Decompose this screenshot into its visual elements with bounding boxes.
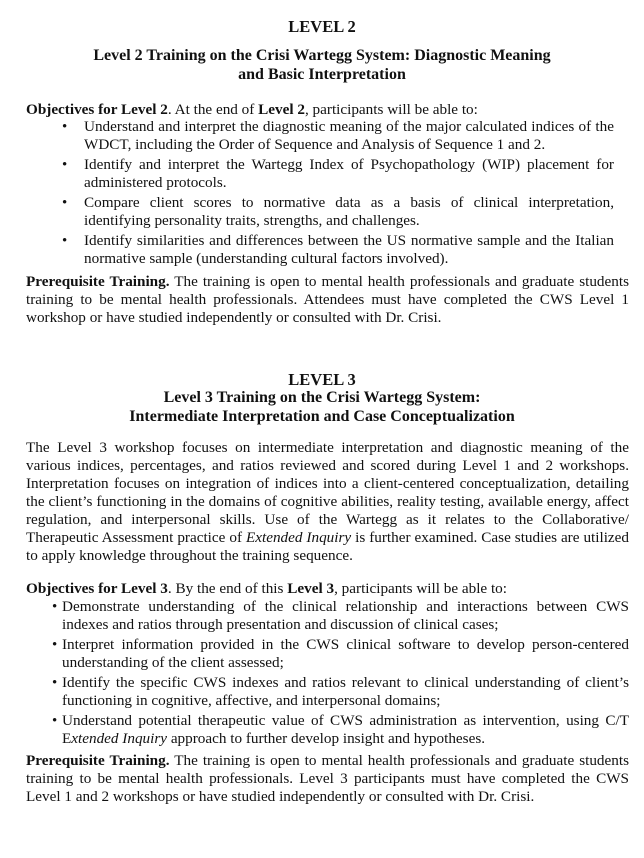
level3-objective-item: • Demonstrate understanding of the clinical relationship and interactions between CWS indexes and ratios through presentation and discussion of clinical cases;	[62, 598, 629, 634]
level3-objective-item: • Interpret information provided in the CWS clinical software to develop person-centered understanding of the client assessed;	[62, 636, 629, 672]
level3-intro-text-b: is further examined. Case studies are utilized to apply knowledge throughout the training sequence.	[26, 529, 629, 564]
level2-objective-item: • Compare client scores to normative data as a basis of clinical interpretation, identifying personality traits, strengths, and challenges.	[84, 194, 614, 230]
level2-heading: LEVEL 2	[288, 17, 356, 36]
level3-intro-text-a: The Level 3 workshop focuses on intermediate interpretation and diagnostic meaning of the various indices, percentages, and ratios reviewed and scored during Level 1 and 2 workshops. Interpretation focuses on integration of indices into a client-centered conceptualization, detailing the client’s functioning in the domains of cognitive abilities, reality testing, available energy, affect regulation, and interpersonal skills. Use of the Wartegg as it relates to the Collaborative/ Therapeutic Assessment practice of	[26, 439, 629, 546]
level3-objectives-text-a: . By the end of this	[167, 580, 288, 597]
level3-subtitle	[0, 388, 644, 426]
level3-subtitle-line2: Intermediate Interpretation and Case Conceptualization	[129, 408, 515, 425]
level2-objective-item: • Identify similarities and differences between the US normative sample and the Italian normative sample (understanding cultural factors involved).	[84, 232, 614, 268]
level2-objectives-text-a: . At the end of	[167, 101, 259, 118]
level2-objectives-label: Objectives for Level 2	[26, 101, 168, 118]
level3-objective-item: • Identify the specific CWS indexes and ratios relevant to clinical understanding of client’s functioning in cognitive, affective, and interpersonal domains;	[62, 674, 629, 710]
level3-intro	[26, 439, 629, 565]
level2-prerequisite	[26, 273, 629, 327]
level2-subtitle-line1: Level 2 Training on the Crisi Wartegg System: Diagnostic Meaning	[93, 47, 551, 64]
level2-prerequisite-label: Prerequisite Training.	[26, 273, 170, 290]
level3-objectives-intro	[26, 580, 629, 598]
level3-objective-item4-text-b: approach to further develop insight and hypotheses.	[167, 730, 486, 747]
level3-intro-italic: Extended Inquiry	[245, 529, 352, 546]
level3-objective-item4-text-a: Understand potential therapeutic value of CWS administration as intervention, using C/T E	[62, 712, 629, 747]
level3-prerequisite	[26, 752, 629, 806]
level2-objective-item: • Identify and interpret the Wartegg Index of Psychopathology (WIP) placement for administered protocols.	[84, 156, 614, 192]
level2-subtitle-line2: and Basic Interpretation	[238, 66, 406, 83]
level3-objective-item	[62, 712, 629, 748]
level2-subtitle	[0, 46, 644, 84]
level3-objectives-text-b: , participants will be able to:	[334, 580, 507, 597]
level2-objectives-level-ref: Level 2	[258, 101, 305, 118]
level3-objectives-label: Objectives for Level 3	[26, 580, 168, 597]
level3-objectives-list	[62, 598, 629, 750]
level3-objectives-level-ref: Level 3	[287, 580, 335, 597]
level2-objectives-intro	[26, 101, 629, 119]
level2-objectives-list	[84, 118, 614, 270]
level3-prerequisite-text: The training is open to mental health professionals and graduate students training to be mental health professionals. Level 3 participants must have completed the CWS Level 1 and 2 workshops or have studied independently or consulted with Dr. Crisi.	[26, 752, 629, 805]
level2-prerequisite-text: The training is open to mental health professionals and graduate students training to be mental health professionals. Attendees must have completed the CWS Level 1 workshop or have studied independently or consulted with Dr. Crisi.	[26, 273, 629, 326]
level3-heading: LEVEL 3	[288, 370, 356, 389]
level3-prerequisite-label: Prerequisite Training.	[26, 752, 170, 769]
level3-objective-item4-italic: xtended Inquiry	[71, 730, 168, 747]
level2-objective-item: • Understand and interpret the diagnostic meaning of the major calculated indices of the WDCT, including the Order of Sequence and Analysis of Sequence 1 and 2.	[84, 118, 614, 154]
level3-subtitle-line1: Level 3 Training on the Crisi Wartegg System:	[163, 389, 481, 406]
level2-objectives-text-b: , participants will be able to:	[304, 101, 478, 118]
